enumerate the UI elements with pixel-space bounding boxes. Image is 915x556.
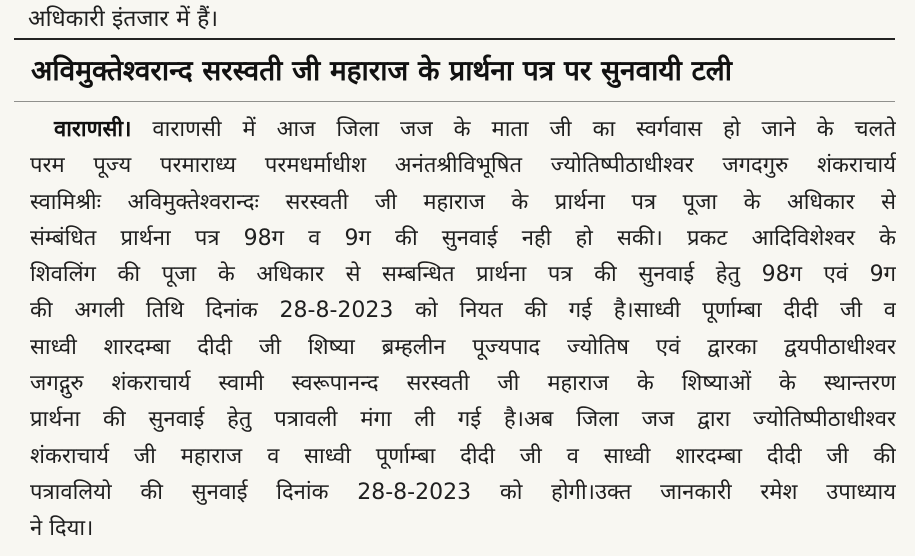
- previous-article-fragment: अधिकारी इंतजार में हैं।: [28, 6, 219, 32]
- article-body: [30, 112, 896, 552]
- article-line-6: की अगली तिथि दिनांक 28-8-2023 को नियत की गई है।साध्वी पूर्णाम्बा दीदी जी व: [30, 298, 896, 324]
- article-line-2: परम पूज्य परमाराध्य परमधर्माधीश अनंतश्रीविभूषित ज्योतिष्पीठाधीश्वर जगदगुरु शंकराचार्य: [30, 153, 896, 179]
- article-line-1-text: वाराणसी में आज जिला जज के माता जी का स्वर्गवास हो जाने के चलते: [131, 117, 896, 142]
- article-line-1: [30, 112, 896, 148]
- article-line-9: प्रार्थना की सुनवाई हेतु पत्रावली मंगा ली गई है।अब जिला जज द्वारा ज्योतिष्पीठाधीश्वर: [30, 407, 896, 433]
- article-line-12: ने दिया।: [30, 516, 94, 542]
- article-line-4: संम्बंधित प्रार्थना पत्र 98ग व 9ग की सुनवाई नही हो सकी। प्रकट आदिविशेश्वर के: [30, 225, 896, 251]
- article-headline: अविमुक्तेश्वरान्द सरस्वती जी महाराज के प्रार्थना पत्र पर सुनवायी टली: [31, 54, 732, 87]
- dateline: वाराणसी।: [54, 117, 132, 142]
- article-line-10: शंकराचार्य जी महाराज व साध्वी पूर्णाम्बा दीदी जी व साध्वी शारदम्बा दीदी जी की: [30, 443, 896, 469]
- article-line-3: स्वामिश्रीः अविमुक्तेश्वरान्दः सरस्वती जी महाराज के प्रार्थना पत्र पूजा के अधिकार से: [30, 189, 896, 215]
- article-line-8: जगद्गुरु शंकराचार्य स्वामी स्वरूपानन्द सरस्वती जी महाराज के शिष्याओं के स्थान्तरण: [30, 371, 896, 397]
- top-divider: [14, 38, 895, 40]
- article-line-11: पत्रावलियो की सुनवाई दिनांक 28-8-2023 को होगी।उक्त जानकारी रमेश उपाध्याय: [30, 479, 896, 505]
- article-line-7: साध्वी शारदम्बा दीदी जी शिष्या ब्रम्हलीन पूज्यपाद ज्योतिष एवं द्वारका द्वयपीठाधीश्वर: [30, 334, 896, 360]
- headline-divider: [14, 101, 895, 102]
- article-line-5: शिवलिंग की पूजा के अधिकार से सम्बन्धित प्रार्थना पत्र की सुनवाई हेतु 98ग एवं 9ग: [30, 262, 896, 288]
